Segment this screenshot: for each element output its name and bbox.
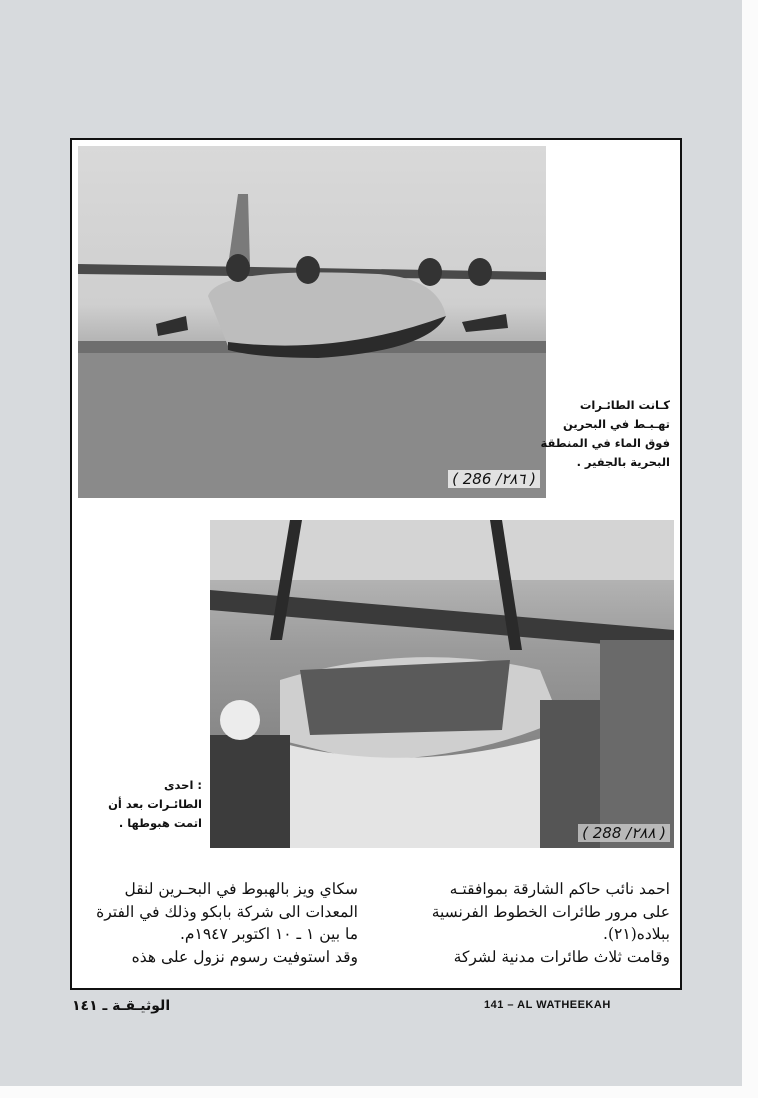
article-frame: [70, 138, 682, 990]
caption-line: اتمت هبوطها .: [118, 816, 202, 830]
caption-line: كـانت الطائـرات: [579, 398, 670, 412]
footer-page-number-arabic: الوثيـقـة ـ ١٤١: [72, 998, 171, 1014]
caption-line: الطائـرات بعد أن: [108, 797, 202, 811]
photo-number-label: ( 286 /٢٨٦ ): [448, 470, 540, 488]
aircraft-cockpit-photo: [210, 520, 674, 848]
text-line: ما بين ١ ـ ١٠ اكتوبر ١٩٤٧م.: [180, 925, 358, 943]
body-text-right-column: [388, 878, 670, 968]
flying-boat-illustration: [78, 146, 546, 498]
flying-boat-landing-photo: [78, 146, 546, 498]
caption-line: فوق الماء في المنطقة: [540, 436, 670, 450]
photo-caption: [78, 776, 202, 833]
text-line: المعدات الى شركة بابكو وذلك في الفترة: [96, 902, 358, 921]
text-line: وقد استوفيت رسوم نزول على هذه: [131, 947, 358, 966]
text-line: سكاي ويز بالهبوط في البحـرين لنقل: [124, 880, 358, 898]
photo-number-label: ( 288 /٢٨٨ ): [578, 824, 670, 842]
caption-line: البحرية بالجفير .: [576, 455, 670, 469]
photo-caption: [540, 396, 670, 472]
text-line: ببلاده(٢١).: [603, 925, 670, 943]
text-line: على مرور طائرات الخطوط الفرنسية: [431, 902, 670, 921]
text-line: وقامت ثلاث طائرات مدنية لشركة: [453, 947, 670, 966]
body-text-left-column: [84, 878, 358, 968]
footer-page-number-english: 141 – AL WATHEEKAH: [484, 999, 611, 1011]
text-line: احمد نائب حاكم الشارقة بموافقتـه: [449, 880, 670, 898]
caption-line: تهـبـط في البحرين: [562, 417, 670, 431]
caption-line: : احدى: [163, 778, 202, 792]
cockpit-illustration: [210, 520, 674, 848]
